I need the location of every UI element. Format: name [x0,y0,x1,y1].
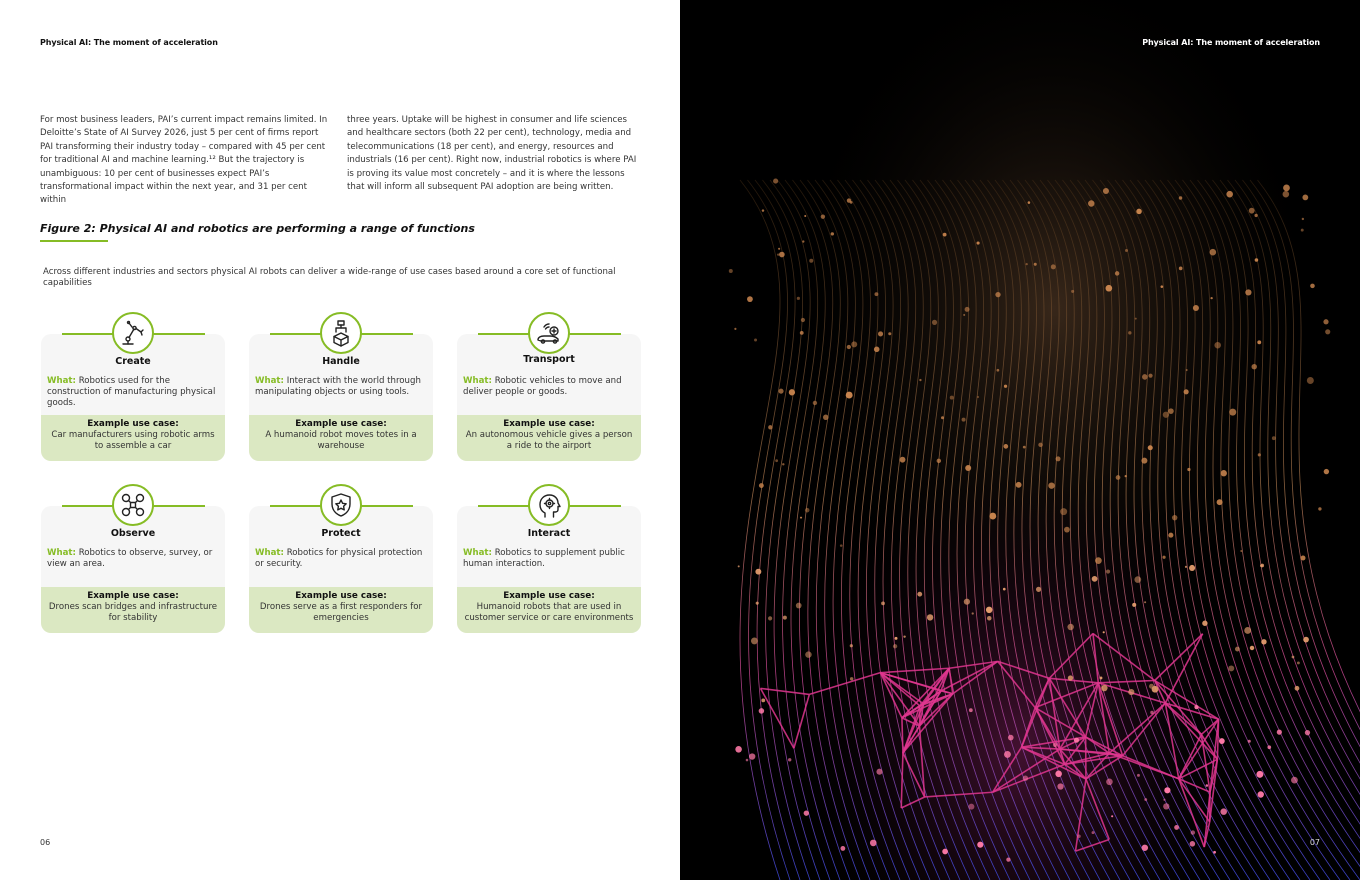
art-particle [1142,845,1148,851]
art-particle [972,612,974,614]
art-particle [1186,369,1188,371]
art-particle [919,379,921,381]
art-particle [1106,285,1113,292]
art-particle [917,592,922,597]
art-particle [1261,639,1266,644]
art-particle [943,233,947,237]
art-particle [1064,527,1070,533]
art-particle [1163,412,1169,418]
art-particle [1301,229,1304,232]
art-particle [870,840,877,847]
art-particle [1092,831,1095,834]
art-particle [1088,200,1094,206]
art-particle [888,332,891,335]
art-particle [1324,469,1329,474]
card-title: Protect [321,528,361,539]
function-card-handle [249,334,433,461]
art-particle [1134,576,1141,583]
art-particle [847,345,851,349]
what-text: Robotics to supplement public human interaction. [463,548,625,569]
art-particle [1272,436,1276,440]
example-label: Example use case: [295,419,387,429]
art-particle [1163,803,1169,809]
art-particle [1128,331,1131,334]
art-particle [986,607,992,613]
card-title: Create [115,356,151,367]
art-particle [768,616,772,620]
art-particle [1210,297,1212,299]
art-particle [1103,188,1109,194]
art-particle [797,297,800,300]
what-text: Robotics used for the construction of manufacturing physical goods. [47,376,216,408]
art-particle [1115,271,1119,275]
function-card-transport [457,334,641,461]
art-particle [1026,263,1028,265]
art-particle [831,232,834,235]
art-particle [1008,735,1014,741]
art-particle [1092,576,1098,582]
art-particle [1003,588,1006,591]
art-particle [1068,675,1073,680]
running-header-left: Physical AI: The moment of acceleration [40,38,218,47]
what-label: What: [463,376,492,386]
art-particle [747,296,753,302]
abstract-network-artwork [680,0,1360,880]
art-particle [1302,194,1308,200]
art-particle [1307,377,1314,384]
art-particle [1202,621,1207,626]
head-gear-icon [528,484,570,526]
art-particle [962,418,966,422]
art-particle [1004,385,1007,388]
art-particle [1095,557,1102,564]
art-particle [1101,685,1107,691]
art-particle [1191,830,1195,834]
art-particle [1135,318,1137,320]
art-particle [965,307,970,312]
function-card-protect [249,506,433,633]
example-text: An autonomous vehicle gives a person a ride to the airport [465,430,633,451]
art-particle [1067,624,1073,630]
what-label: What: [47,548,76,558]
art-particle [1240,550,1242,552]
card-what [47,376,219,409]
what-label: What: [47,376,76,386]
art-particle [1277,730,1282,735]
art-particle [1248,740,1251,743]
art-particle [1148,445,1153,450]
art-particle [1142,374,1148,380]
art-particle [775,459,778,462]
art-particle [759,483,764,488]
what-text: Robotics for physical protection or security. [255,548,423,569]
what-label: What: [463,548,492,558]
art-particle [1267,745,1271,749]
art-particle [1057,783,1063,789]
art-particle [1103,631,1105,633]
art-particle [1023,446,1026,449]
art-particle [1318,507,1321,510]
art-particle [1214,342,1221,349]
figure-title: Figure 2: Physical AI and robotics are performing a range of functions [40,222,475,235]
art-particle [964,599,970,605]
art-particle [734,328,736,330]
art-particle [779,252,785,258]
art-particle [1125,475,1127,477]
art-particle [950,396,954,400]
art-particle [1023,775,1028,780]
art-particle [1055,771,1062,778]
example-label: Example use case: [295,591,387,601]
art-particle [1323,319,1328,324]
art-particle [1302,218,1304,220]
art-particle [1206,784,1209,787]
card-example-box [41,415,225,461]
art-particle [1325,329,1330,334]
art-particle [1184,389,1189,394]
art-particle [804,810,809,815]
card-what [255,548,427,570]
card-what [463,548,635,570]
art-particle [1137,774,1140,777]
art-particle [1221,470,1227,476]
art-particle [1260,564,1263,567]
art-particle [969,708,973,712]
art-particle [1136,209,1142,215]
art-particle [768,425,772,429]
art-particle [1141,458,1147,464]
art-particle [1056,456,1061,461]
art-particle [937,459,941,463]
card-example-box [457,587,641,633]
art-particle [840,544,843,547]
card-title: Observe [110,528,156,539]
card-title: Interact [527,528,571,539]
body-paragraph-2: three years. Uptake will be highest in consumer and life sciences and healthcare sectors (both 22 per cent), technology, media and telecommunications (18 per cent), and energy, resources and industrials (16 per cent). Right now, industrial robotics is where PAI is proving its value most concretely – and it is where the lessons that will inform all subsequent PAI adoption are being written. [347,115,637,193]
art-particle [823,415,828,420]
art-particle [1006,858,1010,862]
art-particle [987,616,992,621]
art-particle [963,314,965,316]
example-text: A humanoid robot moves totes in a warehouse [265,430,417,451]
art-particle [773,179,778,184]
art-particle [1132,603,1136,607]
art-particle [977,396,979,398]
art-particle [1111,815,1113,817]
art-particle [1004,751,1011,758]
art-particle [1053,743,1057,747]
art-particle [1149,684,1154,689]
art-particle [881,601,885,605]
art-particle [941,416,944,419]
art-particle [1162,556,1165,559]
art-particle [1283,184,1290,191]
art-particle [801,318,805,322]
art-particle [1292,656,1295,659]
card-what [47,548,219,570]
function-card-create [41,334,225,461]
art-particle [840,846,845,851]
art-particle [1051,264,1056,269]
art-particle [800,517,802,519]
art-particle [755,569,761,575]
card-what [255,376,427,398]
art-particle [805,508,810,513]
art-particle [1301,556,1306,561]
figure-title-underline [40,240,108,242]
page-number-left: 06 [40,838,51,847]
art-particle [782,463,784,465]
art-particle [1077,834,1081,838]
art-particle [903,635,905,637]
art-particle [1258,791,1264,797]
art-particle [1161,285,1164,288]
art-particle [1100,677,1103,680]
art-particle [1305,730,1310,735]
art-particle [1060,508,1067,515]
art-particle [851,341,857,347]
autonomous-car-icon [528,312,570,354]
art-particle [813,401,817,405]
art-particle [809,259,813,263]
art-particle [878,331,883,336]
figure-intro: Across different industries and sectors physical AI robots can deliver a wide-range of use cases based around a core set of functional capabilities [43,267,616,288]
art-particle [850,201,853,204]
art-particle [1226,191,1233,198]
art-particle [1144,601,1146,603]
art-particle [800,331,804,335]
art-particle [1297,661,1300,664]
art-particle [900,457,906,463]
art-particle [1228,665,1234,671]
art-particle [932,320,937,325]
art-particle [805,651,811,657]
art-particle [1235,647,1240,652]
example-text: Drones serve as a first responders for emergencies [259,602,423,623]
art-particle [1125,249,1128,252]
art-particle [1283,191,1290,198]
art-network-link [902,718,903,753]
art-particle [895,637,898,640]
example-text: Car manufacturers using robotic arms to assemble a car [51,430,215,451]
art-particle [1028,201,1031,204]
art-particle [1185,566,1187,568]
art-particle [893,644,897,648]
art-particle [746,759,749,762]
art-particle [874,347,880,353]
art-particle [821,214,825,218]
drone-icon [112,484,154,526]
art-particle [762,209,764,211]
page-number-right: 07 [1309,838,1320,847]
art-particle [1179,196,1182,199]
art-particle [1187,468,1190,471]
art-particle [1310,284,1315,289]
shield-star-icon [320,484,362,526]
art-particle [1190,841,1196,847]
art-particle [1303,637,1309,643]
art-particle [1295,686,1300,691]
art-particle [1179,267,1183,271]
card-example-box [249,587,433,633]
art-particle [1219,738,1225,744]
art-particle [761,698,765,702]
art-particle [1174,825,1179,830]
art-particle [1172,515,1177,520]
body-text-column-2 [347,114,639,194]
art-particle [1150,711,1153,714]
art-particle [783,616,787,620]
card-title: Transport [523,354,575,365]
what-text: Interact with the world through manipulating objects or using tools. [255,376,421,397]
art-particle [977,842,983,848]
example-label: Example use case: [503,419,595,429]
art-particle [788,758,791,761]
card-example-box [457,415,641,461]
art-particle [802,240,804,242]
function-card-interact [457,506,641,633]
card-example-box [249,415,433,461]
art-particle [1116,475,1121,480]
what-label: What: [255,548,284,558]
art-particle [968,804,974,810]
what-label: What: [255,376,284,386]
art-particle [789,389,795,395]
what-text: Robotics to observe, survey, or view an area. [47,548,213,569]
art-particle [1106,779,1113,786]
right-page [680,0,1360,880]
art-particle [1148,374,1152,378]
art-particle [1245,289,1251,295]
what-text: Robotic vehicles to move and deliver people or goods. [463,376,622,397]
card-example-box [41,587,225,633]
art-particle [1220,808,1227,815]
art-particle [1257,340,1261,344]
art-particle [754,338,757,341]
art-particle [1256,771,1263,778]
art-particle [1048,483,1054,489]
art-particle [1250,646,1254,650]
art-particle [1003,444,1008,449]
art-particle [756,602,759,605]
art-particle [1249,208,1255,214]
example-text: Drones scan bridges and infrastructure for stability [48,602,218,623]
art-particle [995,292,1000,297]
body-paragraph-1: For most business leaders, PAI’s current impact remains limited. In Deloitte’s State of AI Survey 2026, just 5 per cent of firms report PAI transforming their industry today – compared with 45 per cent for traditional AI and machine learning.¹² But the trajectory is unambiguous: 10 per cent of businesses expect PAI’s transformational impact within the next year, and 31 per cent within [40,115,328,206]
art-particle [874,292,878,296]
art-particle [976,241,979,244]
example-label: Example use case: [87,419,179,429]
running-header-right: Physical AI: The moment of acceleration [1142,38,1320,47]
art-particle [735,746,742,753]
art-particle [1038,443,1042,447]
art-particle [989,513,996,520]
art-particle [1034,263,1037,266]
art-particle [965,465,971,471]
art-particle [1210,249,1217,256]
art-particle [1291,777,1298,784]
art-particle [1244,627,1251,634]
art-particle [927,614,933,620]
art-particle [1252,364,1257,369]
art-particle [1106,569,1110,573]
art-particle [1255,258,1259,262]
card-what [463,376,635,398]
art-particle [1229,409,1236,416]
art-particle [1016,482,1022,488]
art-particle [1194,705,1198,709]
art-particle [1168,408,1174,414]
art-particle [1254,214,1257,217]
art-particle [1144,798,1147,801]
function-card-observe [41,506,225,633]
art-particle [1128,689,1134,695]
art-particle [1163,799,1165,801]
art-particle [729,269,733,273]
art-particle [850,677,853,680]
example-label: Example use case: [87,591,179,601]
art-particle [751,637,758,644]
art-particle [1217,499,1223,505]
art-particle [738,565,740,567]
art-particle [779,389,784,394]
art-particle [777,253,779,255]
art-particle [996,369,999,372]
example-text: Humanoid robots that are used in customer service or care environments [464,602,634,623]
art-particle [1164,787,1170,793]
art-particle [1258,453,1261,456]
art-particle [850,644,853,647]
robotic-arm-icon [112,312,154,354]
art-particle [778,248,780,250]
card-title: Handle [322,356,360,367]
art-particle [1213,851,1216,854]
art-particle [1193,305,1199,311]
art-particle [846,392,853,399]
art-particle [1189,565,1195,571]
art-particle [1168,533,1173,538]
gripper-box-icon [320,312,362,354]
art-particle [1071,290,1074,293]
art-particle [759,708,765,714]
body-text-column-1 [40,114,332,208]
art-particle [876,769,882,775]
art-particle [1074,738,1079,743]
example-label: Example use case: [503,591,595,601]
art-particle [749,753,755,759]
art-particle [804,215,806,217]
art-particle [1036,587,1041,592]
art-particle [942,849,948,855]
art-particle [796,603,802,609]
